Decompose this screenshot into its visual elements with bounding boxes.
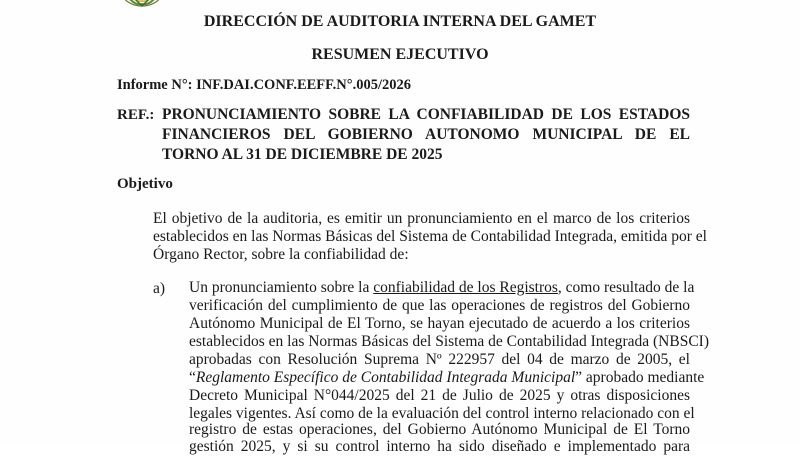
document-type-heading: RESUMEN EJECUTIVO: [311, 46, 489, 63]
item-a-line-2: verificación del cumplimiento de que las operaciones de registros del Gobierno: [189, 297, 690, 314]
item-a-line-3: Autónomo Municipal de El Torno, se hayan ejecutado de acuerdo a los criterios: [189, 315, 690, 332]
item-a-line-1-post: , como resultado de la: [557, 279, 695, 296]
report-number-label: Informe N°:: [117, 77, 193, 93]
item-a-line-5: aprobadas con Resolución Suprema Nº 222957 del 04 de marzo de 2005, el: [189, 351, 690, 368]
report-number-line: [117, 77, 411, 94]
objective-line-3: Órgano Rector, sobre la confiabilidad de:: [153, 246, 409, 263]
ref-title-line-3: TORNO AL 31 DE DICIEMBRE DE 2025: [162, 146, 443, 163]
item-a-line-8: legales vigentes. Así como de la evaluación del control interno relacionado con el: [189, 405, 695, 422]
ref-title-line-1: PRONUNCIAMIENTO SOBRE LA CONFIABILIDAD DE LOS ESTADOS: [162, 106, 690, 123]
objective-line-1: El objetivo de la auditoria, es emitir un pronunciamiento en el marco de los criterios: [153, 210, 690, 227]
municipal-seal-icon: [120, 0, 164, 10]
item-a-line-6-post: ” aprobado mediante: [575, 369, 705, 386]
ref-title-line-2: FINANCIEROS DEL GOBIERNO AUTONOMO MUNICIPAL DE EL: [162, 126, 690, 143]
item-a-italic-regulation: Reglamento Específico de Contabilidad Integrada Municipal: [195, 369, 576, 386]
item-a-line-9: registro de estas operaciones, del Gobierno Autónomo Municipal de El Torno: [189, 421, 690, 438]
item-a-marker: a): [153, 280, 166, 297]
item-a-line-10: gestión 2025, y si su control interno ha sido diseñado e implementado para: [189, 438, 690, 455]
institution-heading: DIRECCIÓN DE AUDITORIA INTERNA DEL GAMET: [203, 13, 597, 30]
item-a-line-6-pre: “: [189, 369, 196, 386]
item-a-line-4: establecidos en las Normas Básicas del Sistema de Contabilidad Integrada (NBSCI): [189, 333, 709, 350]
objective-line-2: establecidos en las Normas Básicas del Sistema de Contabilidad Integrada, emitida por el: [153, 228, 707, 245]
item-a-line-7: Decreto Municipal N°044/2025 del 21 de Julio de 2025 y otras disposiciones: [189, 387, 690, 404]
item-a-line-1-pre: Un pronunciamiento sobre la: [189, 279, 374, 296]
objective-heading: Objetivo: [117, 176, 173, 192]
item-a-line-6: [189, 369, 705, 387]
item-a-underlined-term: confiabilidad de los Registros: [373, 279, 558, 296]
report-number-value: INF.DAI.CONF.EEFF.N°.005/2026: [196, 77, 411, 93]
ref-label: REF.:: [117, 107, 155, 123]
item-a-line-1: [189, 279, 695, 297]
